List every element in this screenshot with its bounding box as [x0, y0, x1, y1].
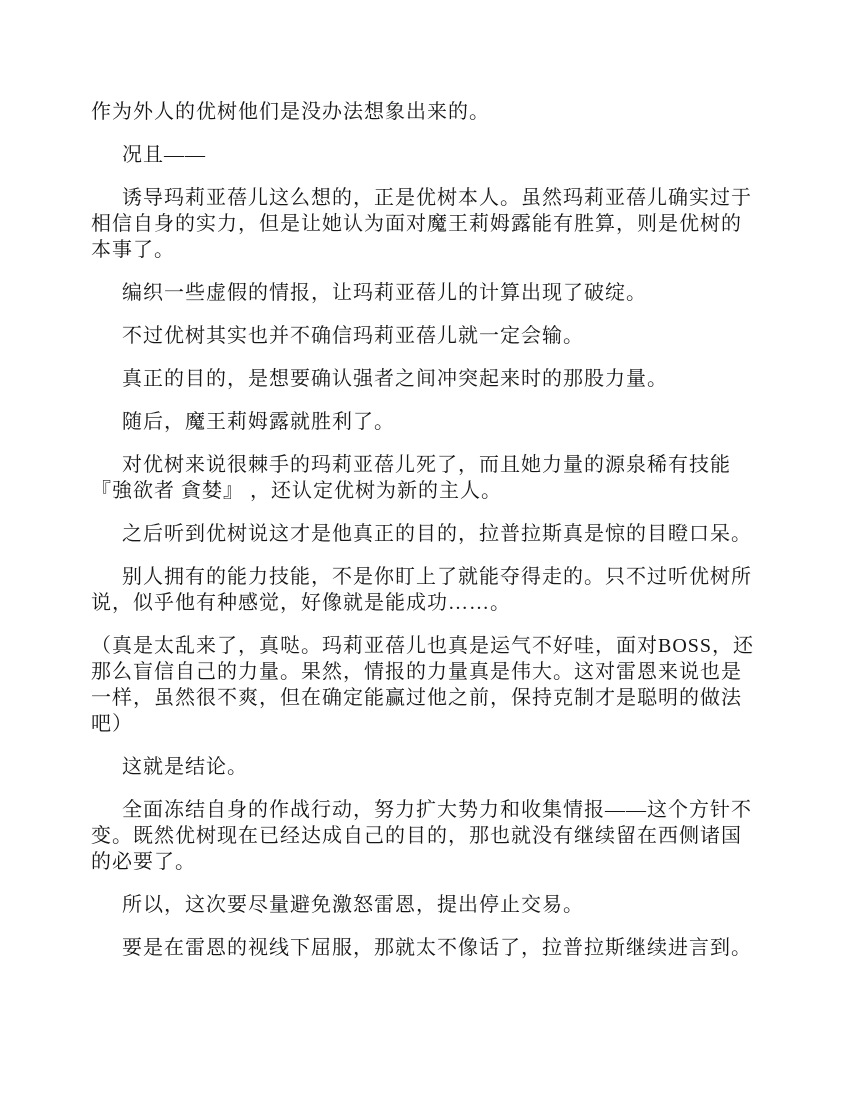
paragraph: 随后，魔王莉姆露就胜利了。 — [122, 411, 395, 433]
text-body — [91, 99, 759, 961]
paragraph: 诱导玛莉亚蓓儿这么想的，正是优树本人。虽然玛莉亚蓓儿确实过于相信自身的实力，但是让她认为面对魔王莉姆露能有胜算，则是优树的本事了。 — [91, 187, 752, 261]
paragraph: （真是太乱来了，真哒。玛莉亚蓓儿也真是运气不好哇，面对BOSS，还那么盲信自己的力量。果然，情报的力量真是伟大。这对雷恩来说也是一样，虽然很不爽，但在确定能赢过他之前，保持克制才是聪明的做法吧） — [91, 635, 755, 735]
paragraph: 作为外人的优树他们是没办法想象出来的。 — [91, 101, 490, 123]
paragraph: 全面冻结自身的作战行动，努力扩大势力和收集情报——这个方针不变。既然优树现在已经达成自己的目的，那也就没有继续留在西侧诸国的必要了。 — [91, 799, 752, 873]
paragraph: 真正的目的，是想要确认强者之间冲突起来时的那股力量。 — [122, 368, 668, 390]
paragraph: 不过优树其实也并不确信玛莉亚蓓儿就一定会输。 — [122, 325, 584, 347]
paragraph: 编织一些虚假的情报，让玛莉亚蓓儿的计算出现了破绽。 — [122, 282, 647, 304]
paragraph: 这就是结论。 — [122, 756, 248, 778]
paragraph: 所以，这次要尽量避免激怒雷恩，提出停止交易。 — [122, 894, 584, 916]
paragraph: 况且—— — [122, 144, 206, 166]
paragraph: 别人拥有的能力技能，不是你盯上了就能夺得走的。只不过听优树所说，似乎他有种感觉，好像就是能成功……。 — [91, 566, 752, 614]
paragraph: 要是在雷恩的视线下屈服，那就太不像话了，拉普拉斯继续进言到。 — [122, 937, 752, 959]
paragraph: 对优树来说很棘手的玛莉亚蓓儿死了，而且她力量的源泉稀有技能『強欲者 貪婪』 ，还认定优树为新的主人。 — [91, 454, 731, 502]
paragraph: 之后听到优树说这才是他真正的目的，拉普拉斯真是惊的目瞪口呆。 — [122, 523, 752, 545]
